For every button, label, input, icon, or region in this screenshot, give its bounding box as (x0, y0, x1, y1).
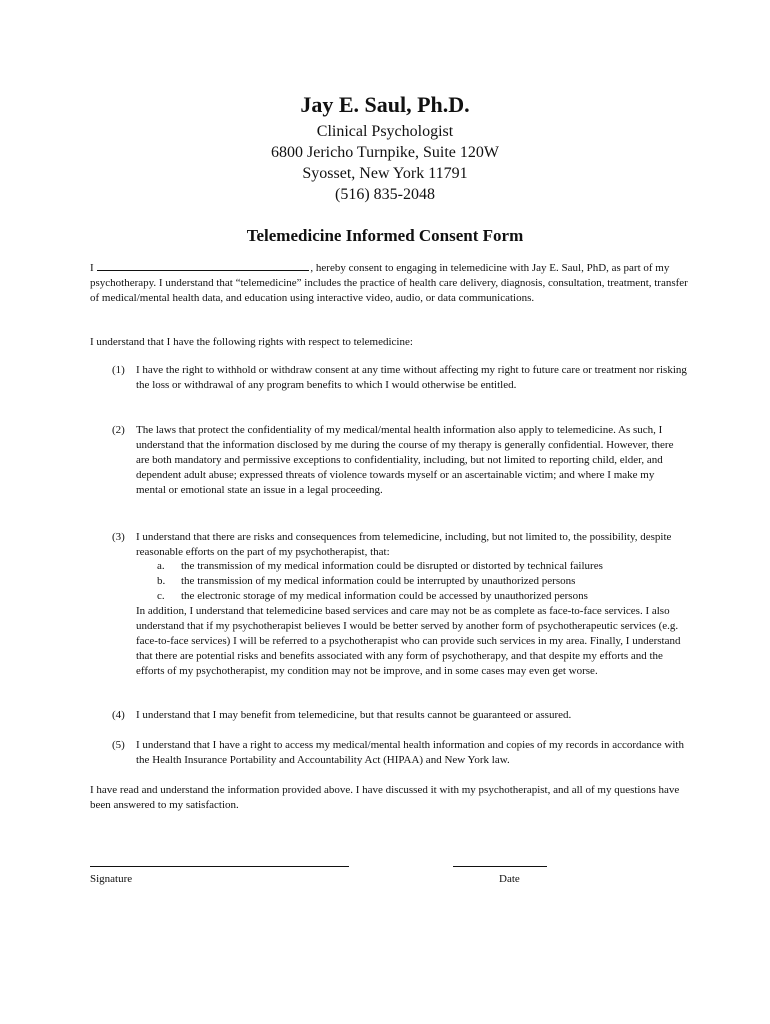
provider-phone: (516) 835-2048 (335, 186, 435, 203)
patient-name-blank[interactable] (97, 261, 309, 271)
item-number: (1) (112, 364, 125, 376)
sub-list-item (157, 574, 677, 589)
item-number: (3) (112, 531, 125, 543)
item-3-continuation: In addition, I understand that telemedicine based services and care may not be as complete as face-to-face services. I also understand that if my psychotherapist believes I would be better served by another form of psychotherapeutic services (e.g. face-to-face services) I will be referred to a psychotherapist who can provide such services in my area. Finally, I understand that there are potential risks and benefits associated with any form of psychotherapy, and that despite my efforts and the efforts of my psychotherapist, my condition may not be improve, and in some cases may even get worse. (136, 605, 681, 677)
item-text: The laws that protect the confidentiality of my medical/mental health information also apply to telemedicine. As such, I understand that the information disclosed by me during the course of my therapy is generally confidential. However, there are both mandatory and permissive exceptions to confidentiality, including, but not limited to reporting child, elder, and dependent adult abuse; expressed threats of violence towards myself or an ascertainable victim; and where I make my mental or emotional state an issue in a legal proceeding. (136, 424, 674, 496)
date-label: Date (499, 873, 520, 885)
sub-item-text: the transmission of my medical information could be disrupted or distorted by technical failures (181, 560, 603, 572)
item-number: (2) (112, 424, 125, 436)
closing-statement: I have read and understand the information provided above. I have discussed it with my psychotherapist, and all of my questions have been answered to my satisfaction. (90, 784, 680, 811)
sub-list-item (157, 589, 677, 604)
date-line[interactable] (453, 866, 547, 867)
provider-address-line-1: 6800 Jericho Turnpike, Suite 120W (271, 144, 499, 161)
item-number: (5) (112, 739, 125, 751)
form-title: Telemedicine Informed Consent Form (246, 226, 524, 245)
intro-text: , hereby consent to engaging in telemedicine with Jay E. Saul, PhD, as part of my psychotherapy. I understand that “telemedicine” includes the practice of health care delivery, diagnosis, consultation, treatment, transfer of medical/mental health data, and education using interactive video, audio, or data communications. (90, 262, 688, 304)
sub-item-letter: a. (157, 560, 165, 572)
provider-address-line-2: Syosset, New York 11791 (302, 165, 468, 182)
item-text: I understand that I may benefit from telemedicine, but that results cannot be guaranteed or assured. (136, 709, 572, 721)
provider-title: Clinical Psychologist (316, 123, 454, 140)
intro-prefix: I (90, 262, 94, 274)
provider-name: Jay E. Saul, Ph.D. (300, 92, 470, 117)
signature-label: Signature (90, 873, 133, 885)
rights-intro: I understand that I have the following rights with respect to telemedicine: (90, 336, 413, 348)
sub-list-item (157, 559, 677, 574)
sub-item-letter: c. (157, 590, 165, 602)
sub-item-text: the transmission of my medical information could be interrupted by unauthorized persons (181, 575, 576, 587)
item-number: (4) (112, 709, 125, 721)
intro-paragraph (90, 261, 690, 306)
item-text: I understand that there are risks and consequences from telemedicine, including, but not limited to, the possibility, despite reasonable efforts on the part of my psychotherapist, that: (136, 531, 672, 558)
item-text: I have the right to withhold or withdraw consent at any time without affecting my right to future care or treatment nor risking the loss or withdrawal of any program benefits to which I would otherwise be entitled. (136, 364, 687, 391)
sub-item-text: the electronic storage of my medical information could be accessed by unauthorized persons (181, 590, 588, 602)
sub-item-letter: b. (157, 575, 166, 587)
item-text: I understand that I have a right to access my medical/mental health information and copies of my records in accordance with the Health Insurance Portability and Accountability Act (HIPAA) and New York law. (136, 739, 684, 766)
signature-line[interactable] (90, 866, 349, 867)
